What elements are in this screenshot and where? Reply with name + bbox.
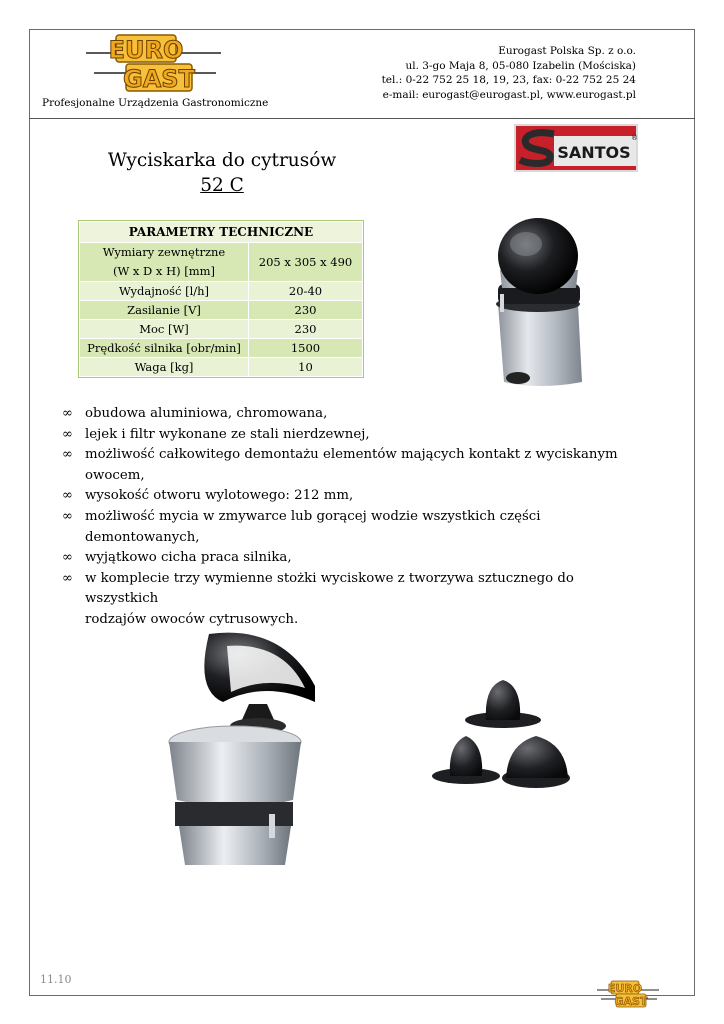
- spec-row: [80, 301, 363, 320]
- company-tagline: Profesjonalne Urządzenia Gastronomiczne: [42, 97, 269, 109]
- list-item: [60, 548, 640, 569]
- list-item: [60, 569, 640, 631]
- spec-label-line: (W x D x H) [mm]: [112, 264, 216, 278]
- company-phone: tel.: 0-22 752 25 18, 19, 23, fax: 0-22 752 25 24: [381, 74, 636, 87]
- bullet-infinity-icon: ∞: [62, 406, 73, 421]
- feature-text: wysokość otworu wylotowego: 212 mm,: [85, 488, 354, 504]
- feature-text: możliwość całkowitego demontażu elementów mających kontakt z wyciskanym: [85, 447, 618, 463]
- features-list: [60, 404, 640, 631]
- list-item: [60, 507, 640, 548]
- eurogast-footer-logo: [597, 980, 659, 1008]
- spec-row: [80, 339, 363, 358]
- spec-label-line: Wymiary zewnętrzne: [102, 245, 226, 259]
- bullet-infinity-icon: ∞: [62, 488, 73, 504]
- spec-label: [80, 243, 249, 282]
- spec-row: [80, 243, 363, 282]
- feature-text: obudowa aluminiowa, chromowana,: [85, 406, 328, 421]
- bullet-infinity-icon: ∞: [62, 447, 73, 463]
- header-divider: [29, 118, 695, 119]
- bullet-infinity-icon: ∞: [62, 508, 73, 524]
- spec-label: Zasilanie [V]: [80, 301, 249, 320]
- eurogast-logo: [86, 33, 221, 93]
- spec-value: 10: [249, 358, 363, 377]
- spec-row: [80, 282, 363, 301]
- spec-value: 230: [249, 320, 363, 339]
- bullet-infinity-icon: ∞: [62, 570, 73, 586]
- spec-table: [79, 221, 363, 377]
- bullet-infinity-icon: ∞: [62, 426, 73, 442]
- spec-value: 230: [249, 301, 363, 320]
- feature-text: w komplecie trzy wymienne stożki wyciskowe z tworzywa sztucznego do wszystkich: [85, 570, 574, 607]
- footer-logo-gast-text: GAST: [614, 995, 648, 1008]
- logo-euro-text: EURO: [108, 36, 184, 64]
- spec-value: 1500: [249, 339, 363, 358]
- spec-table-heading: PARAMETRY TECHNICZNE: [80, 222, 363, 243]
- feature-text: rodzajów owoców cytrusowych.: [85, 611, 299, 627]
- list-item: [60, 445, 640, 486]
- juicing-cones-image: [428, 680, 578, 800]
- footer-logo-euro-text: EURO: [607, 982, 643, 995]
- spec-row: [80, 358, 363, 377]
- spec-value: 20-40: [249, 282, 363, 301]
- company-address: ul. 3-go Maja 8, 05-080 Izabelin (Mościska): [405, 59, 636, 72]
- company-email: e-mail: eurogast@eurogast.pl, www.eurogast.pl: [382, 89, 636, 102]
- spec-label: Wydajność [l/h]: [80, 282, 249, 301]
- feature-text: lejek i filtr wykonane ze stali nierdzewnej,: [85, 426, 370, 442]
- logo-gast-text: GAST: [123, 65, 195, 93]
- registered-mark: ®: [631, 134, 638, 142]
- santos-text: SANTOS: [557, 143, 631, 162]
- page-code: 11.10: [40, 973, 72, 986]
- spec-label: Moc [W]: [80, 320, 249, 339]
- product-title-block: [100, 148, 344, 198]
- product-title: Wyciskarka do cytrusów: [107, 150, 337, 171]
- list-item: [60, 404, 640, 425]
- spec-row: [80, 320, 363, 339]
- spec-label: Prędkość silnika [obr/min]: [80, 339, 249, 358]
- spec-value: 205 x 305 x 490: [249, 243, 363, 282]
- list-item: [60, 425, 640, 446]
- feature-text: wyjątkowo cicha praca silnika,: [85, 550, 292, 566]
- feature-text: owocem,: [85, 467, 145, 483]
- company-name: Eurogast Polska Sp. z o.o.: [498, 45, 636, 57]
- juicer-product-image: [478, 212, 598, 394]
- bullet-infinity-icon: ∞: [62, 550, 73, 566]
- santos-logo: [514, 124, 638, 172]
- spec-label: Waga [kg]: [80, 358, 249, 377]
- feature-text: możliwość mycia w zmywarce lub gorącej wodzie wszystkich części demontowanych,: [85, 508, 541, 545]
- product-model: 52 C: [200, 175, 244, 196]
- company-info: [316, 44, 636, 103]
- list-item: [60, 486, 640, 507]
- juicer-detail-image: [165, 630, 315, 865]
